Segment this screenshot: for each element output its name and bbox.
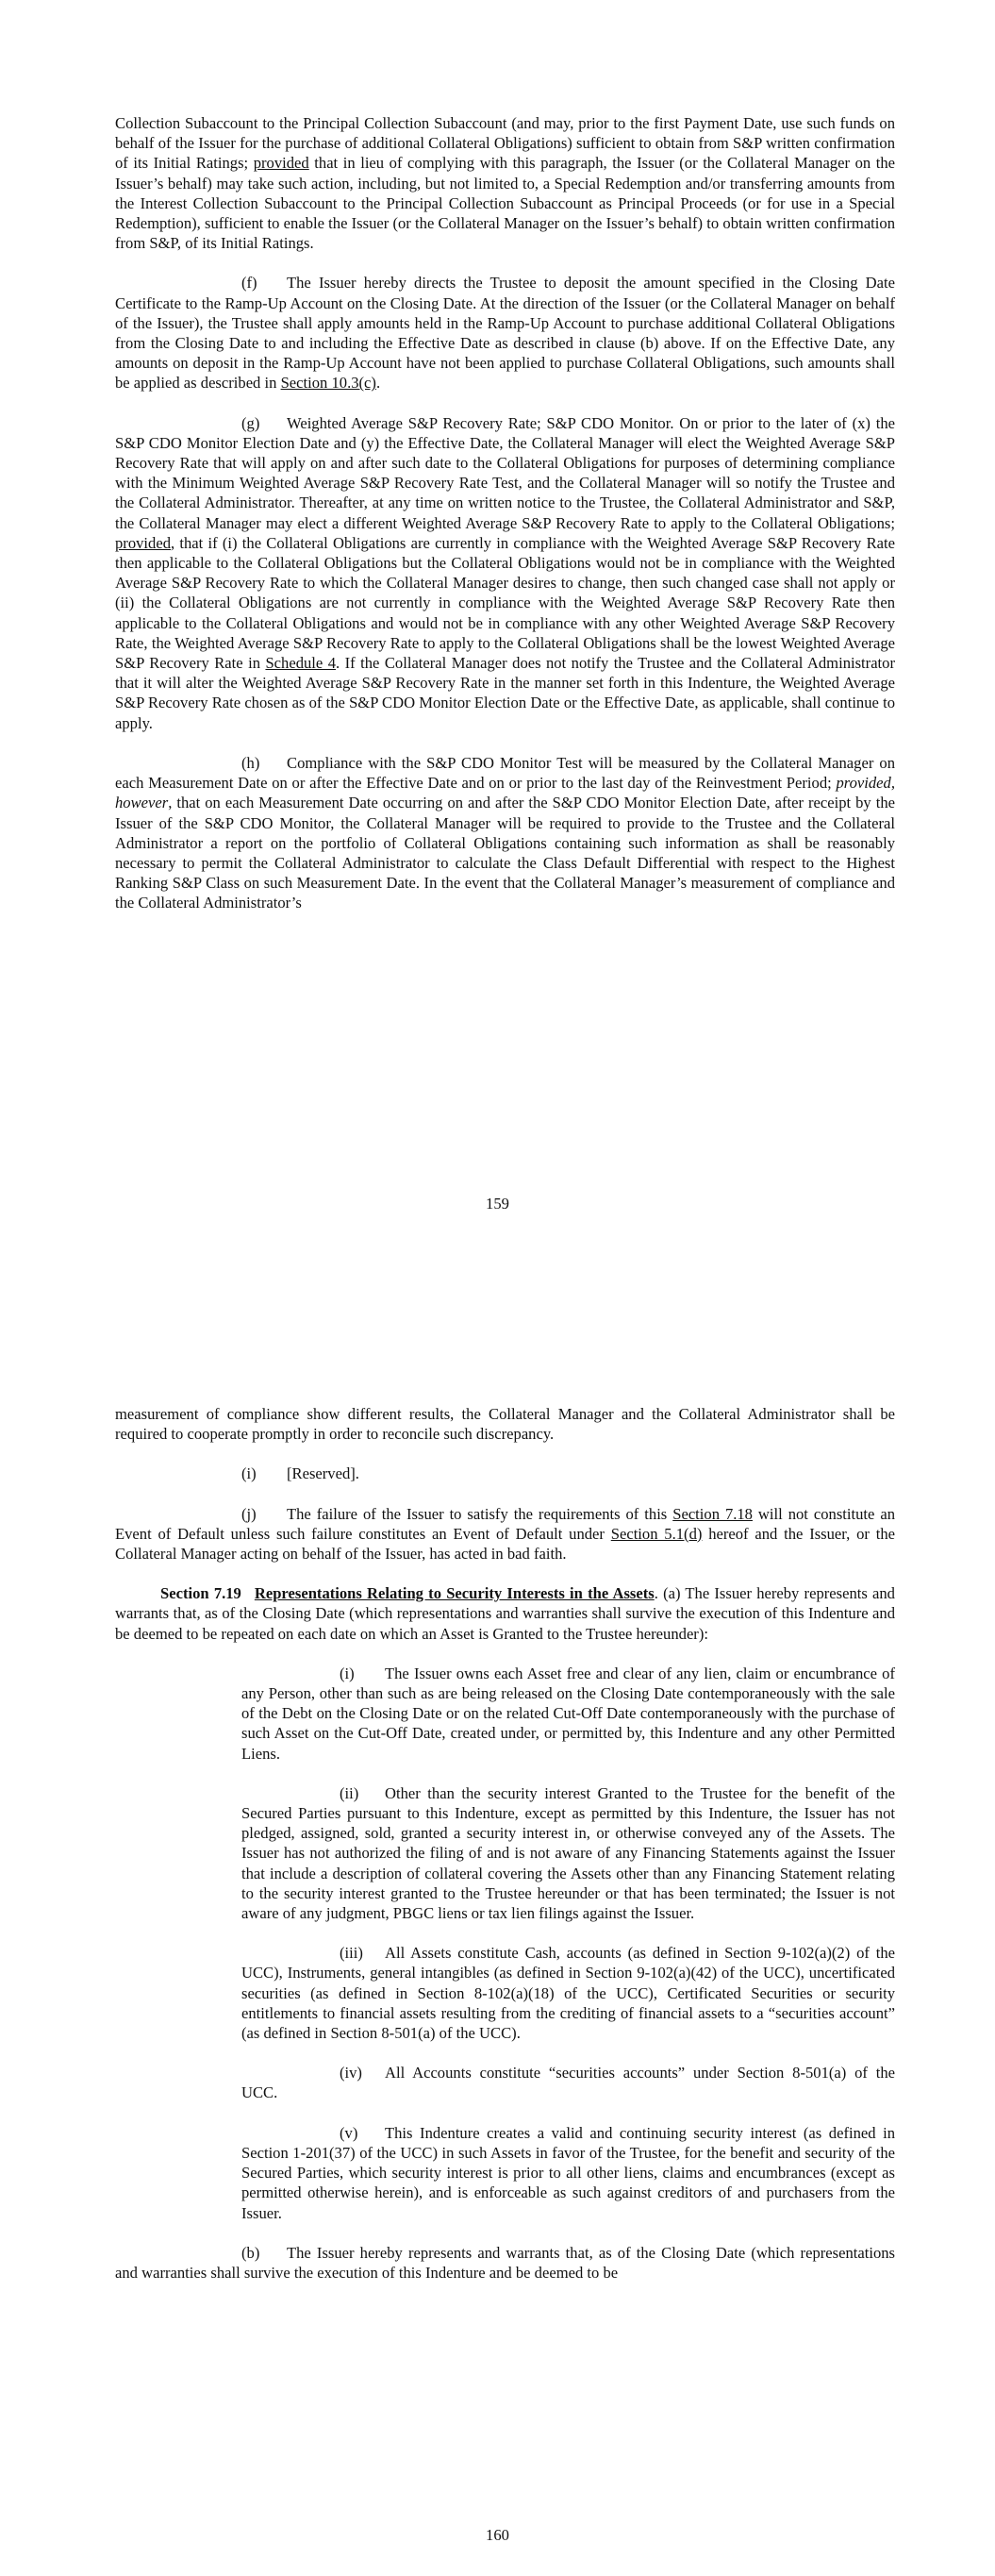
subparagraph-label: (v) bbox=[340, 2123, 358, 2142]
paragraph-continued: Collection Subaccount to the Principal Collection Subaccount (and may, prior to the first Payment Date, use such funds on behalf of the Issuer for the purchase of additional Collateral Obligations) sufficient to obtain from S&P written confirmation of its Initial Ratings; provided that in lieu of complying with this paragraph, the Issuer (or the Collateral Manager on the Issuer’s behalf) may take such action, including, but not limited to, a Special Redemption and/or transferring amounts from the Interest Collection Subaccount to the Principal Collection Subaccount as Principal Proceeds (or for use in a Special Redemption), sufficient to enable the Issuer (or the Collateral Manager on the Issuer’s behalf) to obtain written confirmation from S&P, of its Initial Ratings. bbox=[115, 114, 895, 253]
schedule-reference: Schedule 4 bbox=[265, 654, 337, 673]
paragraph-label: (i) bbox=[241, 1464, 257, 1483]
subparagraph-v: (v) This Indenture creates a valid and continuing security interest (as defined in Section 1-201(37) of the UCC) in such Assets in favor of the Trustee, for the benefit and security of the Secured Parties, which security interest is prior to all other liens, claims and encumbrances (except as permitted otherwise herein), and is enforceable as such against creditors of and purchasers from the Issuer. bbox=[241, 2123, 895, 2222]
subparagraph-label: (iii) bbox=[340, 1944, 363, 1963]
paragraph-b: (b) The Issuer hereby represents and warrants that, as of the Closing Date (which representations and warranties shall survive the execution of this Indenture and be deemed to be bbox=[115, 2243, 895, 2282]
paragraph-continued: measurement of compliance show different results, the Collateral Manager and the Collateral Administrator shall be required to cooperate promptly in order to reconcile such discrepancy. bbox=[115, 1405, 895, 1444]
paragraph-j: (j) The failure of the Issuer to satisfy the requirements of this Section 7.18 will not constitute an Event of Default unless such failure constitutes an Event of Default under Section 5.1(d) hereof and the Issuer, or the Collateral Manager acting on behalf of the Issuer, has acted in bad faith. bbox=[115, 1504, 895, 1564]
document-page-160 bbox=[0, 1288, 995, 2576]
subparagraph-iii: (iii) All Assets constitute Cash, accounts (as defined in Section 9-102(a)(2) of the UCC), Instruments, general intangibles (as defined in Section 9-102(a)(42) of the UCC), uncertificated securities (as defined in Section 8-102(a)(18) of the UCC), Certificated Securities or security entitlements to financial assets resulting from the crediting of financial assets to a “securities account” (as defined in Section 8-501(a) of the UCC). bbox=[241, 1944, 895, 2043]
page-body bbox=[115, 1404, 895, 2302]
page-number: 159 bbox=[486, 1195, 509, 1213]
section-7-19: Section 7.19 Representations Relating to Security Interests in the Assets. (a) The Issuer hereby represents and warrants that, as of the Closing Date (which representations and warranties shall survive the execution of this Indenture and be deemed to be repeated on each date on which an Asset is Granted to the Trustee hereunder): bbox=[115, 1584, 895, 1643]
paragraph-label: (g) bbox=[241, 413, 260, 432]
subparagraph-i: (i) The Issuer owns each Asset free and clear of any lien, claim or encumbrance of any Person, other than such as are being released on the Closing Date contemporaneously with the sale of the Debt on the Closing Date or on the related Cut-Off Date contemporaneously with the purchase of such Asset on the Cut-Off Date, created under, or permitted by, this Indenture and any other Permitted Liens. bbox=[241, 1664, 895, 1763]
subparagraph-list bbox=[115, 1664, 895, 2223]
paragraph-f: (f) The Issuer hereby directs the Trustee to deposit the amount specified in the Closing Date Certificate to the Ramp-Up Account on the Closing Date. At the direction of the Issuer (or the Collateral Manager on behalf of the Issuer), the Trustee shall apply amounts held in the Ramp-Up Account to purchase additional Collateral Obligations from the Closing Date to and including the Effective Date as described in clause (b) above. If on the Effective Date, any amounts on deposit in the Ramp-Up Account have not been applied to purchase Collateral Obligations, such amounts shall be applied as described in Section 10.3(c). bbox=[115, 274, 895, 393]
paragraph-label: (h) bbox=[241, 753, 260, 772]
paragraph-label: (b) bbox=[241, 2243, 260, 2262]
subparagraph-label: (ii) bbox=[340, 1783, 359, 1802]
paragraph-h: (h) Compliance with the S&P CDO Monitor Test will be measured by the Collateral Manager on each Measurement Date on or after the Effective Date and on or prior to the last day of the Reinvestment Period; provided, however, that on each Measurement Date occurring on and after the S&P CDO Monitor Election Date, after receipt by the Issuer of the S&P CDO Monitor, the Collateral Manager will be required to provide to the Trustee and the Collateral Administrator a report on the portfolio of Collateral Obligations containing such information as shall be reasonably necessary to permit the Collateral Administrator to calculate the Class Default Differential with respect to the Highest Ranking S&P Class on such Measurement Date. In the event that the Collateral Manager’s measurement of compliance and the Collateral Administrator’s bbox=[115, 753, 895, 912]
paragraph-label: (f) bbox=[241, 274, 257, 293]
page-body bbox=[115, 113, 895, 933]
section-label: Section 7.19 bbox=[160, 1584, 241, 1603]
subparagraph-iv: (iv) All Accounts constitute “securities accounts” under Section 8-501(a) of the UCC. bbox=[241, 2064, 895, 2102]
page-number: 160 bbox=[486, 2526, 509, 2544]
subparagraph-ii: (ii) Other than the security interest Granted to the Trustee for the benefit of the Secured Parties pursuant to this Indenture, except as permitted by this Indenture, the Issuer has not pledged, assigned, sold, granted a security interest in, or otherwise conveyed any of the Assets. The Issuer has not authorized the filing of and is not aware of any Financing Statements against the Issuer that include a description of collateral covering the Assets other than any Financing Statement relating to the security interest granted to the Trustee hereunder or that has been terminated; the Issuer is not aware of any judgment, PBGC liens or tax lien filings against the Issuer. bbox=[241, 1783, 895, 1923]
paragraph-label: (j) bbox=[241, 1504, 257, 1523]
paragraph-g: (g) Weighted Average S&P Recovery Rate; S&P CDO Monitor. On or prior to the later of (x) the S&P CDO Monitor Election Date and (y) the Effective Date, the Collateral Manager will elect the Weighted Average S&P Recovery Rate that will apply on and after such date to the Collateral Obligations for purposes of determining compliance with the Minimum Weighted Average S&P Recovery Rate Test, and the Collateral Manager will so notify the Trustee and the Collateral Administrator. Thereafter, at any time on written notice to the Trustee, the Collateral Administrator and S&P, the Collateral Manager may elect a different Weighted Average S&P Recovery Rate to apply to the Collateral Obligations; provided, that if (i) the Collateral Obligations are currently in compliance with the Weighted Average S&P Recovery Rate then applicable to the Collateral Obligations but the Collateral Obligations would not be in compliance with the Weighted Average S&P Recovery Rate to which the Collateral Manager desires to change, then such changed case shall not apply or (ii) the Collateral Obligations are not currently in compliance with the Weighted Average S&P Recovery Rate then applicable to the Collateral Obligations and would not be in compliance with any other Weighted Average S&P Recovery Rate, the Weighted Average S&P Recovery Rate to apply to the Collateral Obligations shall be the lowest Weighted Average S&P Recovery Rate in Schedule 4. If the Collateral Manager does not notify the Trustee and the Collateral Administrator that it will alter the Weighted Average S&P Recovery Rate in the manner set forth in this Indenture, the Weighted Average S&P Recovery Rate chosen as of the S&P CDO Monitor Election Date or the Effective Date, as applicable, shall continue to apply. bbox=[115, 413, 895, 732]
subparagraph-label: (i) bbox=[340, 1664, 355, 1682]
paragraph-i: (i) [Reserved]. bbox=[241, 1464, 359, 1483]
section-heading: Representations Relating to Security Interests in the Assets bbox=[254, 1584, 655, 1603]
section-reference: Section 10.3(c) bbox=[280, 374, 376, 393]
section-reference: Section 5.1(d) bbox=[610, 1524, 703, 1543]
subparagraph-label: (iv) bbox=[340, 2064, 362, 2083]
section-reference: Section 7.18 bbox=[672, 1504, 753, 1523]
